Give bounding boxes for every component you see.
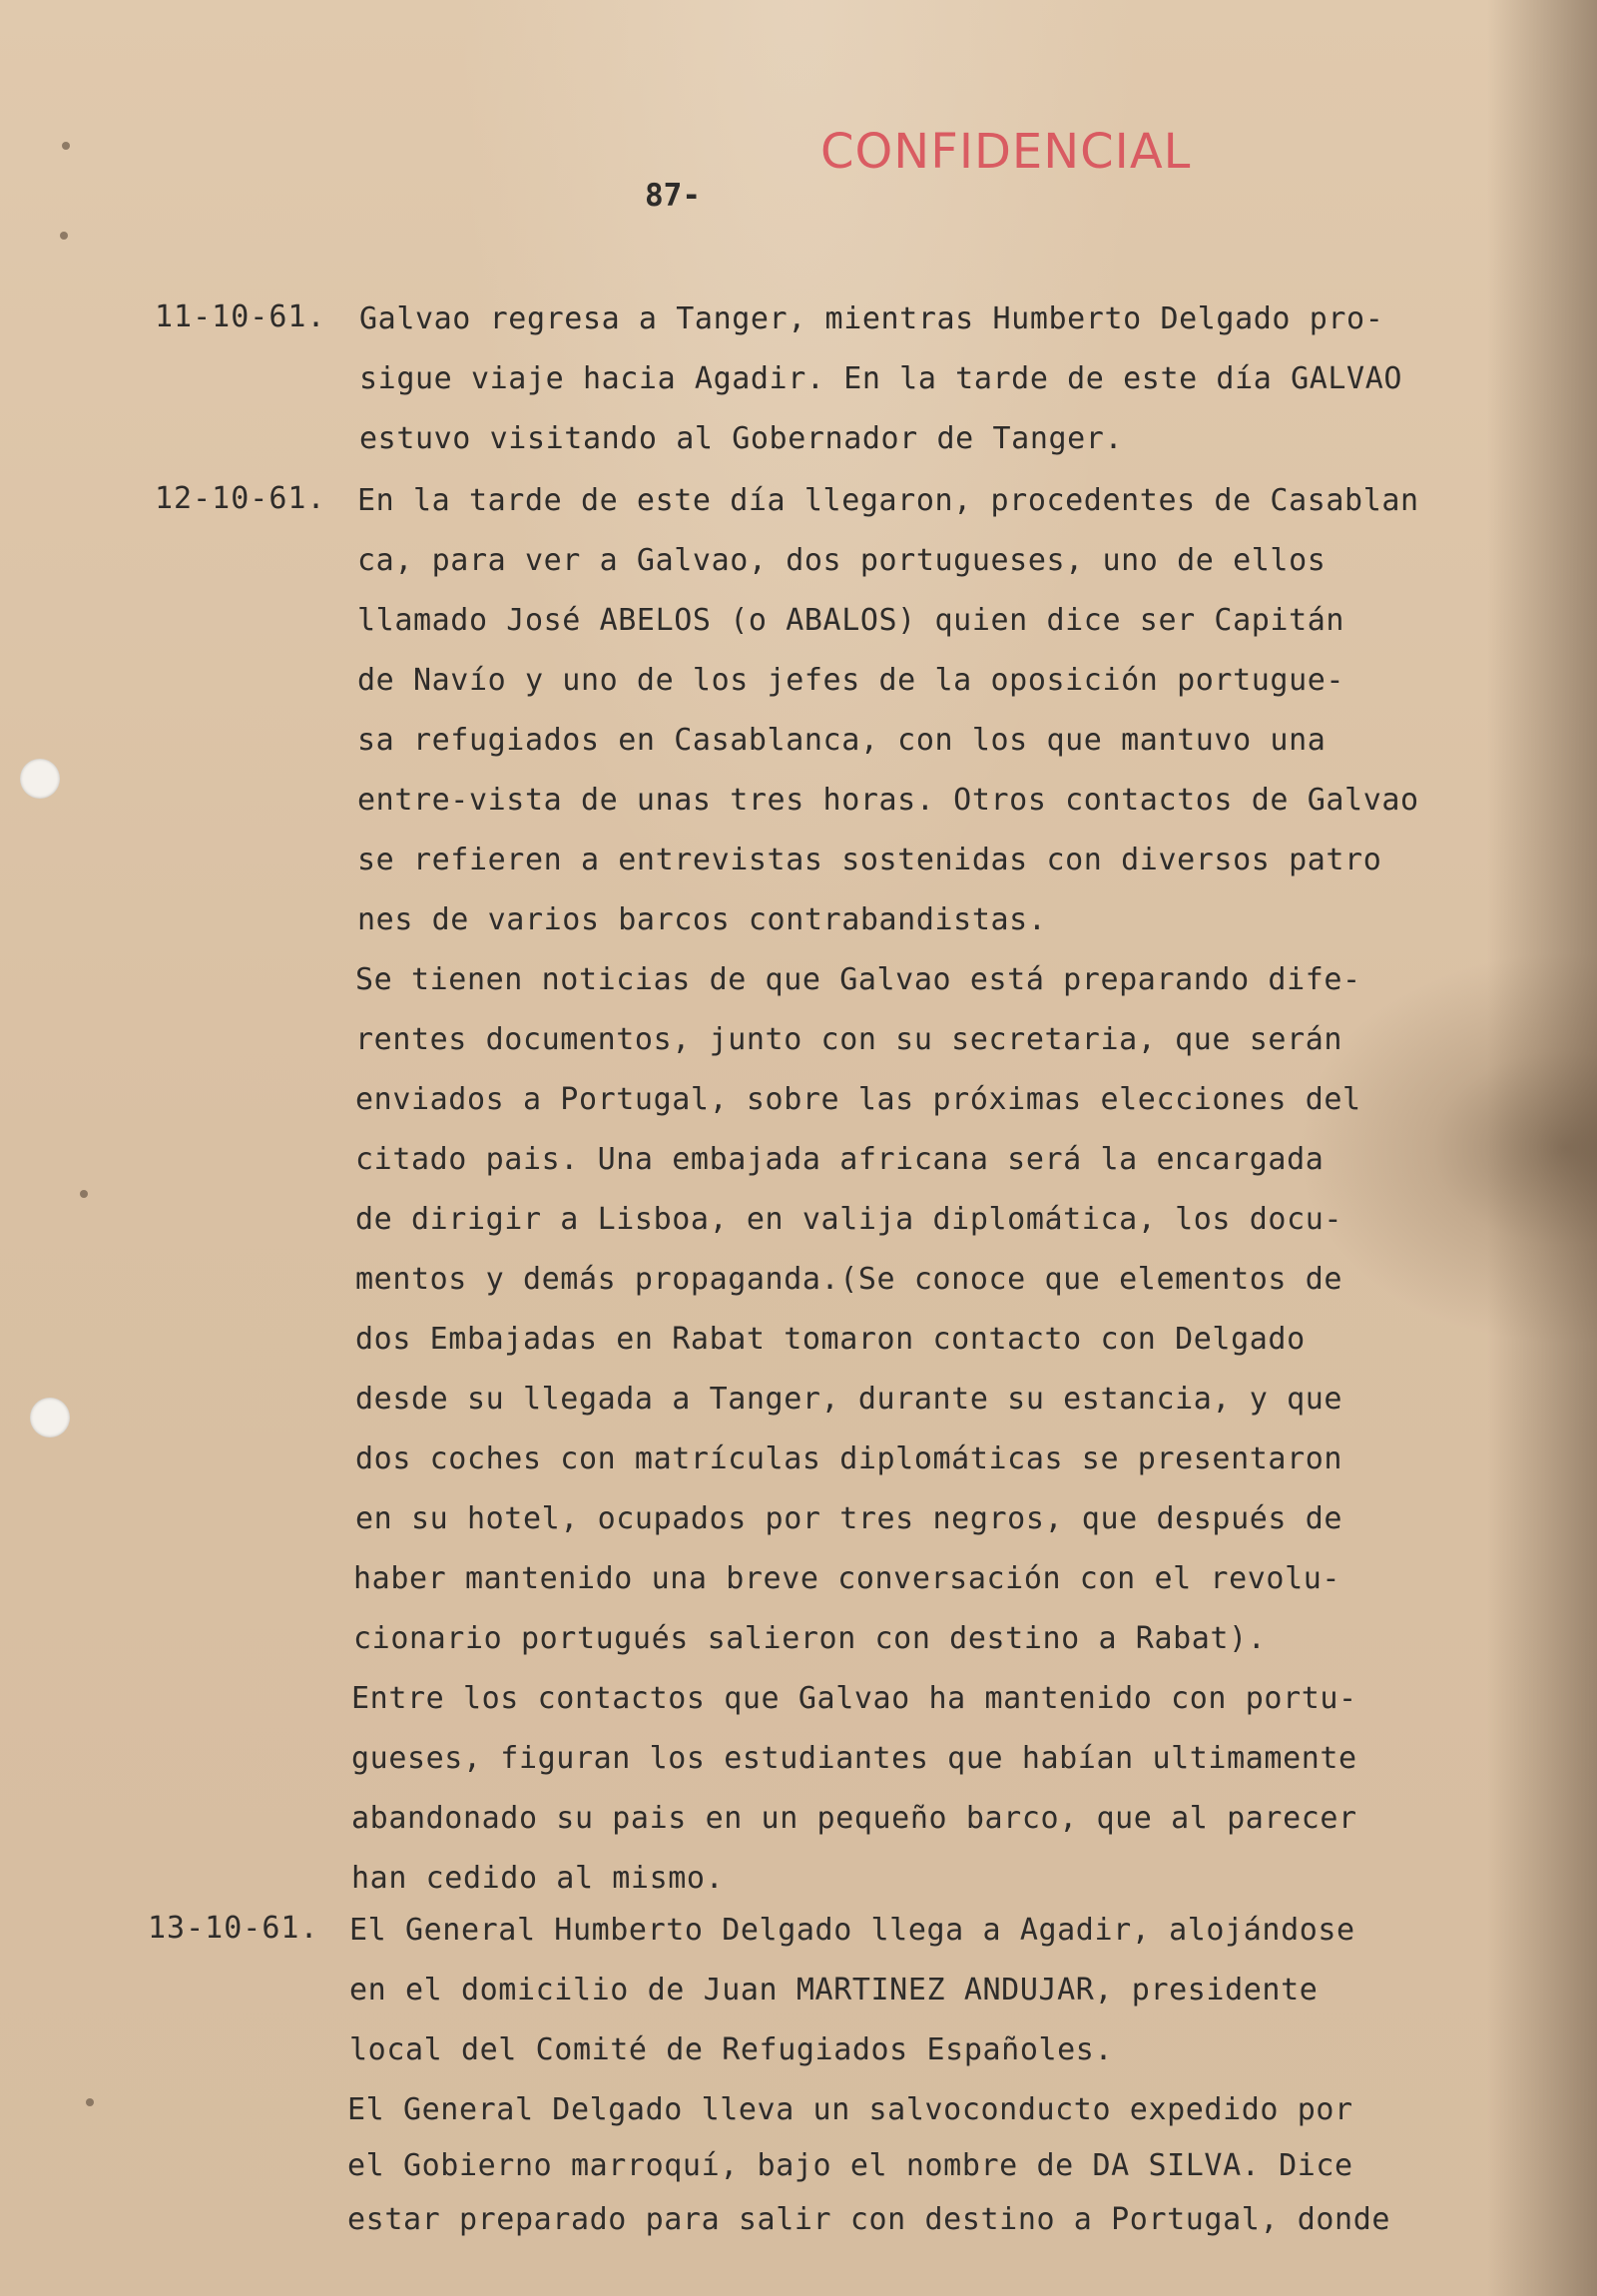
margin-mark xyxy=(80,1190,88,1198)
entry-line: estuvo visitando al Gobernador de Tanger. xyxy=(359,421,1124,456)
page-number: 87- xyxy=(645,178,701,214)
entry-line: de Navío y uno de los jefes de la oposición portugue- xyxy=(357,663,1345,698)
entry-line: ca, para ver a Galvao, dos portugueses, uno de ellos xyxy=(357,543,1327,578)
entry-line: en su hotel, ocupados por tres negros, que después de xyxy=(355,1501,1343,1536)
entry-line: dos Embajadas en Rabat tomaron contacto con Delgado xyxy=(355,1322,1306,1357)
entry-line: se refieren a entrevistas sostenidas con diversos patro xyxy=(357,843,1382,877)
entry-line: el Gobierno marroquí, bajo el nombre de DA SILVA. Dice xyxy=(347,2148,1353,2183)
confidential-stamp: CONFIDENCIAL xyxy=(820,124,1192,180)
entry-line: sa refugiados en Casablanca, con los que mantuvo una xyxy=(357,723,1327,758)
entry-line: El General Delgado lleva un salvoconducto expedido por xyxy=(347,2092,1353,2127)
entry-line: desde su llegada a Tanger, durante su estancia, y que xyxy=(355,1382,1343,1417)
punch-hole-bottom xyxy=(30,1398,70,1437)
entry-line: Galvao regresa a Tanger, mientras Humberto Delgado pro- xyxy=(359,301,1384,336)
entry-date: 11-10-61. xyxy=(155,299,326,334)
entry-line: han cedido al mismo. xyxy=(351,1861,725,1896)
entry-line: haber mantenido una breve conversación con el revolu- xyxy=(353,1561,1341,1596)
entry-line: citado pais. Una embajada africana será la encargada xyxy=(355,1142,1325,1177)
entry-line: sigue viaje hacia Agadir. En la tarde de este día GALVAO xyxy=(359,361,1403,396)
entry-line: mentos y demás propaganda.(Se conoce que elementos de xyxy=(355,1262,1343,1297)
punch-hole-top xyxy=(20,759,60,799)
entry-line: en el domicilio de Juan MARTINEZ ANDUJAR, presidente xyxy=(349,1973,1319,2008)
entry-line: Entre los contactos que Galvao ha mantenido con portu- xyxy=(351,1681,1357,1716)
entry-line: local del Comité de Refugiados Españoles. xyxy=(349,2032,1114,2067)
entry-line: estar preparado para salir con destino a Portugal, donde xyxy=(347,2202,1391,2237)
entry-line: En la tarde de este día llegaron, procedentes de Casablan xyxy=(357,483,1419,518)
entry-line: abandonado su pais en un pequeño barco, que al parecer xyxy=(351,1801,1357,1836)
entry-line: cionario portugués salieron con destino a Rabat). xyxy=(353,1621,1267,1656)
entry-line: enviados a Portugal, sobre las próximas elecciones del xyxy=(355,1082,1361,1117)
margin-mark xyxy=(60,232,68,240)
entry-line: Se tienen noticias de que Galvao está preparando dife- xyxy=(355,962,1361,997)
margin-mark xyxy=(86,2098,94,2106)
entry-line: gueses, figuran los estudiantes que habían ultimamente xyxy=(351,1741,1357,1776)
entry-line: dos coches con matrículas diplomáticas se presentaron xyxy=(355,1441,1343,1476)
entry-date: 13-10-61. xyxy=(148,1911,319,1946)
entry-date: 12-10-61. xyxy=(155,481,326,516)
margin-mark xyxy=(62,142,70,150)
entry-line: entre-vista de unas tres horas. Otros contactos de Galvao xyxy=(357,783,1419,818)
entry-line: El General Humberto Delgado llega a Agadir, alojándose xyxy=(349,1913,1355,1948)
entry-line: de dirigir a Lisboa, en valija diplomática, los docu- xyxy=(355,1202,1343,1237)
entry-line: rentes documentos, junto con su secretaria, que serán xyxy=(355,1022,1343,1057)
entry-line: llamado José ABELOS (o ABALOS) quien dice ser Capitán xyxy=(357,603,1345,638)
page-edge-stain xyxy=(1487,0,1597,2296)
entry-line: nes de varios barcos contrabandistas. xyxy=(357,902,1047,937)
